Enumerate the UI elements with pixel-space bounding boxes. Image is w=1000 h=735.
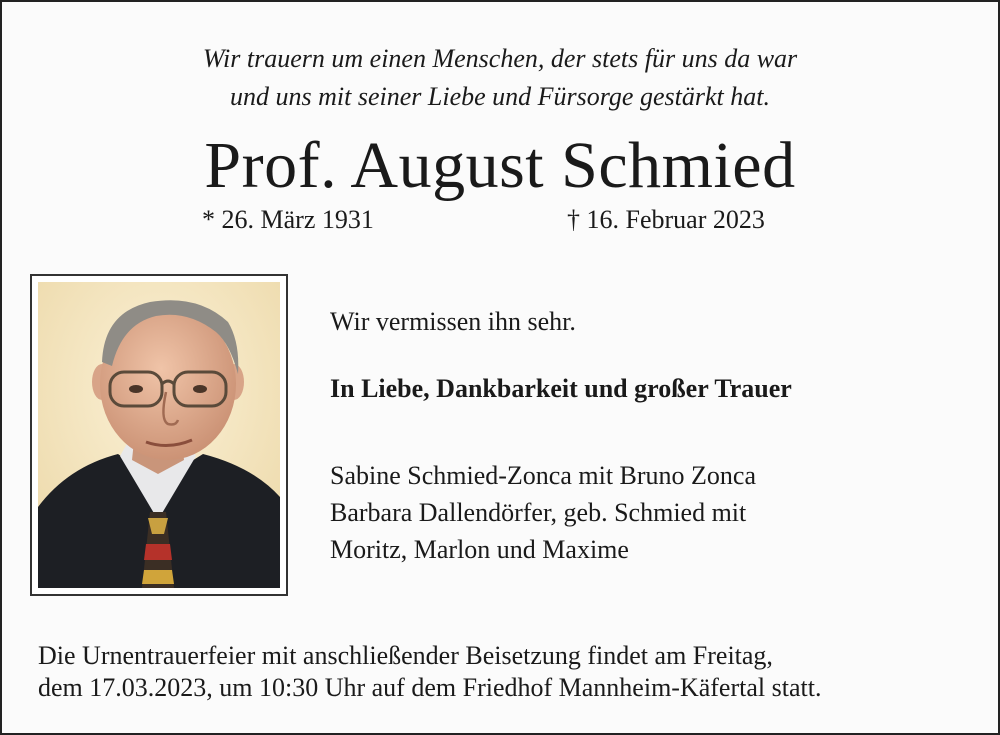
ceremony-line-1: Die Urnentrauerfeier mit anschließender Beisetzung findet am Freitag,	[38, 641, 773, 670]
intro-line-1: Wir trauern um einen Menschen, der stets für uns da war	[202, 44, 798, 73]
death-date: † 16. Februar 2023	[567, 205, 765, 234]
intro-line-2: und uns mit seiner Liebe und Fürsorge gestärkt hat.	[230, 82, 770, 111]
portrait-frame	[30, 274, 288, 596]
ceremony-info	[38, 640, 821, 704]
intro-verse	[2, 40, 998, 116]
portrait-photo	[38, 282, 280, 588]
mourner-line-1: Sabine Schmied-Zonca mit Bruno Zonca	[330, 461, 757, 490]
ceremony-line-2: dem 17.03.2023, um 10:30 Uhr auf dem Friedhof Mannheim-Käfertal statt.	[38, 673, 822, 702]
miss-text: Wir vermissen ihn sehr.	[330, 307, 576, 336]
birth-date: * 26. März 1931	[202, 205, 374, 234]
mourners-list	[330, 457, 756, 568]
grief-text: In Liebe, Dankbarkeit und großer Trauer	[330, 374, 792, 403]
mourner-line-2: Barbara Dallendörfer, geb. Schmied mit	[330, 498, 747, 527]
portrait-illustration	[38, 282, 280, 588]
mourner-line-3: Moritz, Marlon und Maxime	[330, 535, 629, 564]
deceased-name: Prof. August Schmied	[204, 129, 796, 202]
